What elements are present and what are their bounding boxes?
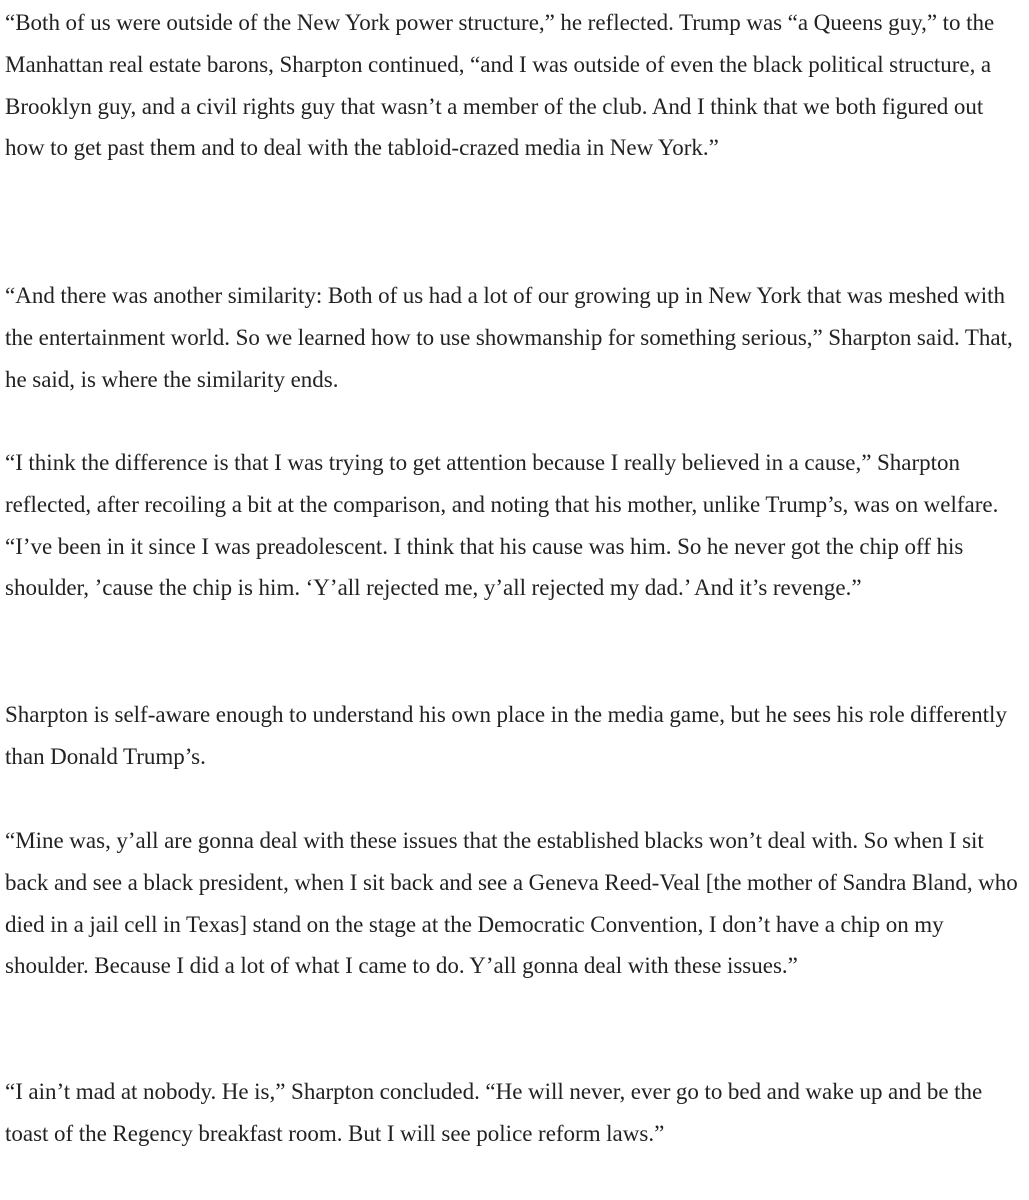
paragraph-3: “I think the difference is that I was trying to get attention because I really believed in a cause,” Sharpton reflected, after recoiling a bit at the comparison, and noting that his mother, unlike Trump’s, was on welfare. “I’ve been in it since I was preadolescent. I think that his cause was him. So he never got the chip off his shoulder, ’cause the chip is him. ‘Y’all rejected me, y’all rejected my dad.’ And it’s revenge.” xyxy=(5,450,999,601)
paragraph-6: “I ain’t mad at nobody. He is,” Sharpton concluded. “He will never, ever go to bed and wake up and be the toast of the Regency breakfast room. But I will see police reform laws.” xyxy=(5,1079,983,1146)
paragraph-1: “Both of us were outside of the New York power structure,” he reflected. Trump was “a Queens guy,” to the Manhattan real estate barons, Sharpton continued, “and I was outside of even the black political structure, a Brooklyn guy, and a civil rights guy that wasn’t a member of the club. And I think that we both figured out how to get past them and to deal with the tabloid-crazed media in New York.” xyxy=(5,10,995,161)
paragraph-4: Sharpton is self-aware enough to understand his own place in the media game, but he sees his role differently than Donald Trump’s. xyxy=(5,702,1007,769)
paragraph-2: “And there was another similarity: Both of us had a lot of our growing up in New York that was meshed with the entertainment world. So we learned how to use showmanship for something serious,” Sharpton said. That, he said, is where the similarity ends. xyxy=(5,283,1013,392)
paragraph-5: “Mine was, y’all are gonna deal with these issues that the established blacks won’t deal with. So when I sit back and see a black president, when I sit back and see a Geneva Reed-Veal [the mother of Sandra Bland, who died in a jail cell in Texas] stand on the stage at the Democratic Convention, I don’t have a chip on my shoulder. Because I did a lot of what I came to do. Y’all gonna deal with these issues.” xyxy=(5,828,1018,979)
